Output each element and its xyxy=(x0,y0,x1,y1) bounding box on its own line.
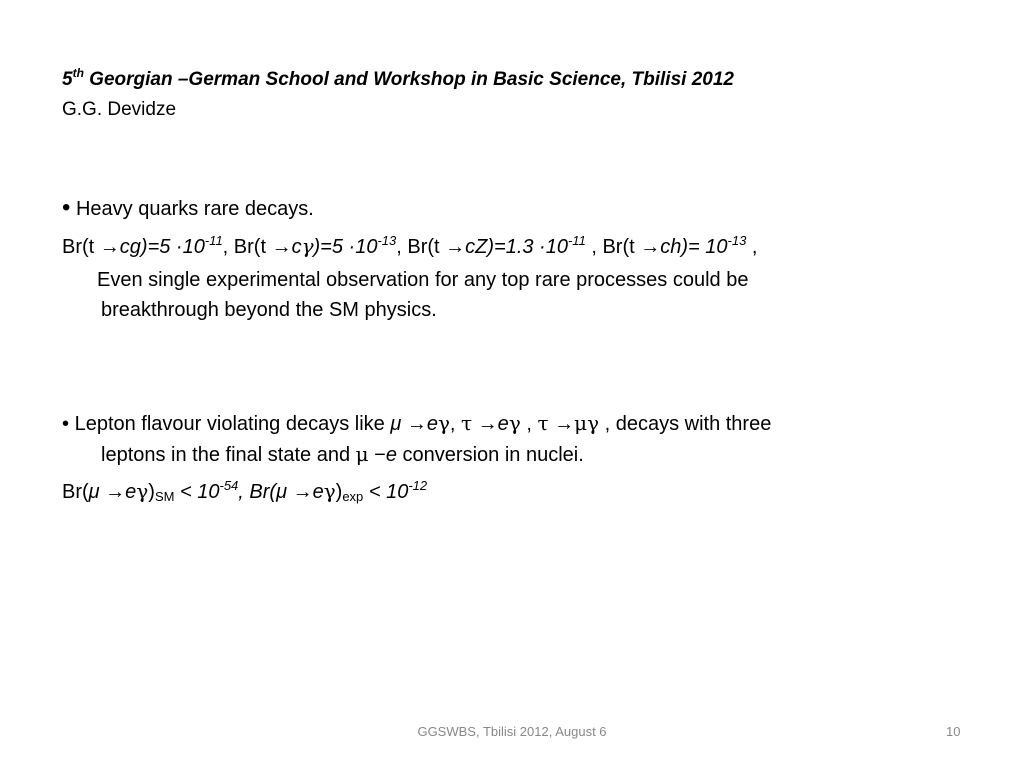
title-text: Georgian –German School and Workshop in Basic Science, Tbilisi 2012 xyxy=(83,69,734,90)
sm-subscript: SM xyxy=(154,489,175,504)
gamma-symbol: γ xyxy=(437,411,450,435)
author: G.G. Devidze xyxy=(62,99,177,120)
heavy-quarks-heading xyxy=(62,194,314,222)
br-text: ) xyxy=(335,481,343,503)
br-text: →cg)=5 ·10 xyxy=(99,236,205,258)
lfv-text: Lepton flavour violating decays like xyxy=(69,413,391,435)
br-exponent: -11 xyxy=(567,233,586,248)
lfv-text: − xyxy=(368,444,386,466)
lfv-text: conversion in nuclei. xyxy=(397,444,584,466)
br-text: , Br(t xyxy=(396,236,446,258)
br-text: →ch)= 10 xyxy=(640,236,728,258)
br-exponent: -54 xyxy=(219,478,239,493)
br-text: ) xyxy=(148,481,155,503)
note-line-2: breakthrough beyond the SM physics. xyxy=(101,299,437,321)
br-text: →c xyxy=(271,236,302,258)
br-text: , Br(t xyxy=(222,236,272,258)
lfv-line-1 xyxy=(62,411,771,436)
gamma-symbol: γ xyxy=(508,411,521,435)
gamma-symbol: γ xyxy=(323,479,336,503)
lfv-text: , decays with three xyxy=(599,413,772,435)
br-text: Br( xyxy=(62,481,89,503)
br-text: , xyxy=(746,236,758,258)
br-exponent: -13 xyxy=(377,233,397,248)
br-text: μ →e xyxy=(276,481,324,503)
title-superscript: th xyxy=(72,66,84,80)
lfv-text: → xyxy=(548,413,575,435)
tau-symbol: τ xyxy=(537,411,549,435)
br-text: )=5 ·10 xyxy=(313,236,378,258)
bullet-icon: • xyxy=(62,413,70,435)
footer-text: GGSWBS, Tbilisi 2012, August 6 xyxy=(417,724,607,739)
br-text: , Br(t xyxy=(585,236,641,258)
mu-symbol: μ xyxy=(355,442,369,466)
br-text: μ →e xyxy=(88,481,137,503)
br-exponent: -12 xyxy=(408,478,428,493)
title-number: 5 xyxy=(62,69,73,90)
mu-gamma-symbol: μγ xyxy=(574,411,600,435)
lfv-text: , xyxy=(449,413,462,435)
lfv-text: μ →e xyxy=(390,413,438,435)
lfv-text: e xyxy=(385,444,397,466)
br-text: →cZ)=1.3 ·10 xyxy=(445,236,568,258)
br-exponent: -11 xyxy=(204,233,223,248)
slide-title xyxy=(62,66,734,91)
tau-symbol: τ xyxy=(461,411,473,435)
page-number: 10 xyxy=(946,724,961,739)
mu-e-gamma-branching-ratios xyxy=(62,478,427,504)
br-text: , Br( xyxy=(238,481,277,503)
lfv-line-2 xyxy=(101,442,584,467)
lfv-text: leptons in the final state and xyxy=(101,444,356,466)
note-line-1: Even single experimental observation for any top rare processes could be xyxy=(97,269,749,291)
heading-text: Heavy quarks rare decays. xyxy=(70,198,314,220)
br-exponent: -13 xyxy=(727,233,747,248)
bullet-icon: • xyxy=(62,194,71,221)
br-text: < 10 xyxy=(363,481,409,503)
gamma-symbol: γ xyxy=(136,479,149,503)
exp-subscript: exp xyxy=(342,489,364,504)
lfv-text: , xyxy=(520,413,538,435)
br-text: < 10 xyxy=(174,481,220,503)
gamma-symbol: γ xyxy=(301,234,314,258)
lfv-text: →e xyxy=(472,413,509,435)
top-decay-branching-ratios xyxy=(62,233,757,259)
br-text: Br(t xyxy=(62,236,100,258)
